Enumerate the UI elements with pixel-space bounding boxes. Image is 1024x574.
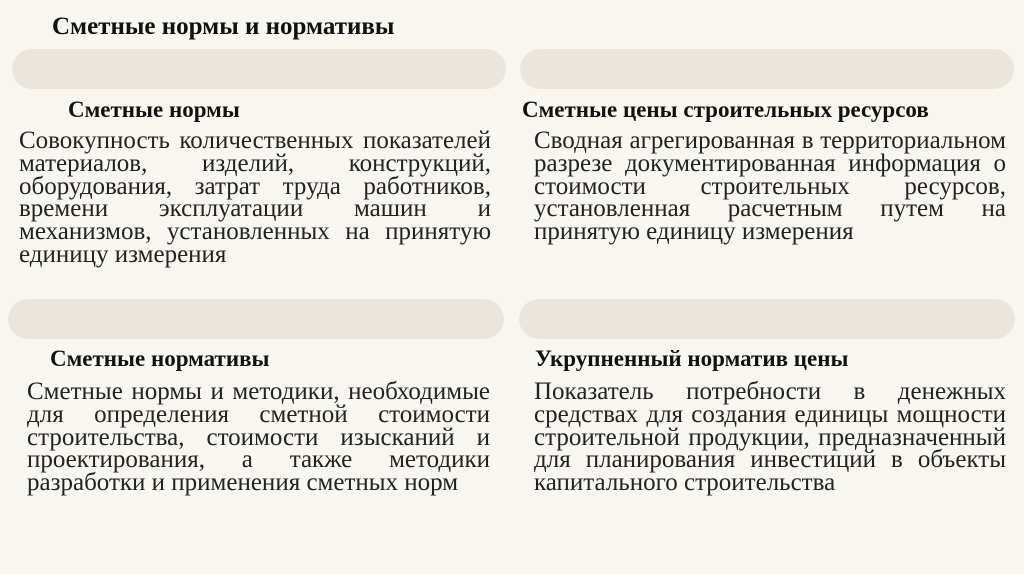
- heading-smetnye-normy: Сметные нормы: [68, 97, 240, 122]
- section-bar-top-left: [12, 49, 506, 89]
- definition-ukrupnennyj-normativ: Показатель потребности в денежных средствах для создания единицы мощности строительной продукции, предназначенный для планирования инвестиций в объекты капитального строительства: [534, 378, 1006, 497]
- definition-smetnye-normativy: Сметные нормы и методики, необходимые для определения сметной стоимости строительства, стоимости изысканий и проектирования, а также методики разработки и применения сметных норм: [27, 378, 490, 497]
- heading-ukrupnennyj-normativ: Укрупненный норматив цены: [535, 346, 849, 371]
- section-bar-bottom-left: [8, 299, 504, 339]
- section-bar-bottom-right: [519, 299, 1015, 339]
- heading-smetnye-ceny: Сметные цены строительных ресурсов: [522, 97, 929, 122]
- section-bar-top-right: [520, 49, 1014, 89]
- definition-smetnye-ceny: Сводная агрегированная в территориальном разрезе документированная информация о стоимости строительных ресурсов, установленная расчетным путем на принятую единицу измерения: [534, 127, 1006, 246]
- definition-smetnye-normy: Совокупность количественных показателей материалов, изделий, конструкций, оборудования, затрат труда работников, времени эксплуатации машин и механизмов, установленных на принятую единицу измерения: [19, 127, 491, 268]
- heading-smetnye-normativy: Сметные нормативы: [50, 346, 270, 371]
- page-title: Сметные нормы и нормативы: [52, 13, 395, 40]
